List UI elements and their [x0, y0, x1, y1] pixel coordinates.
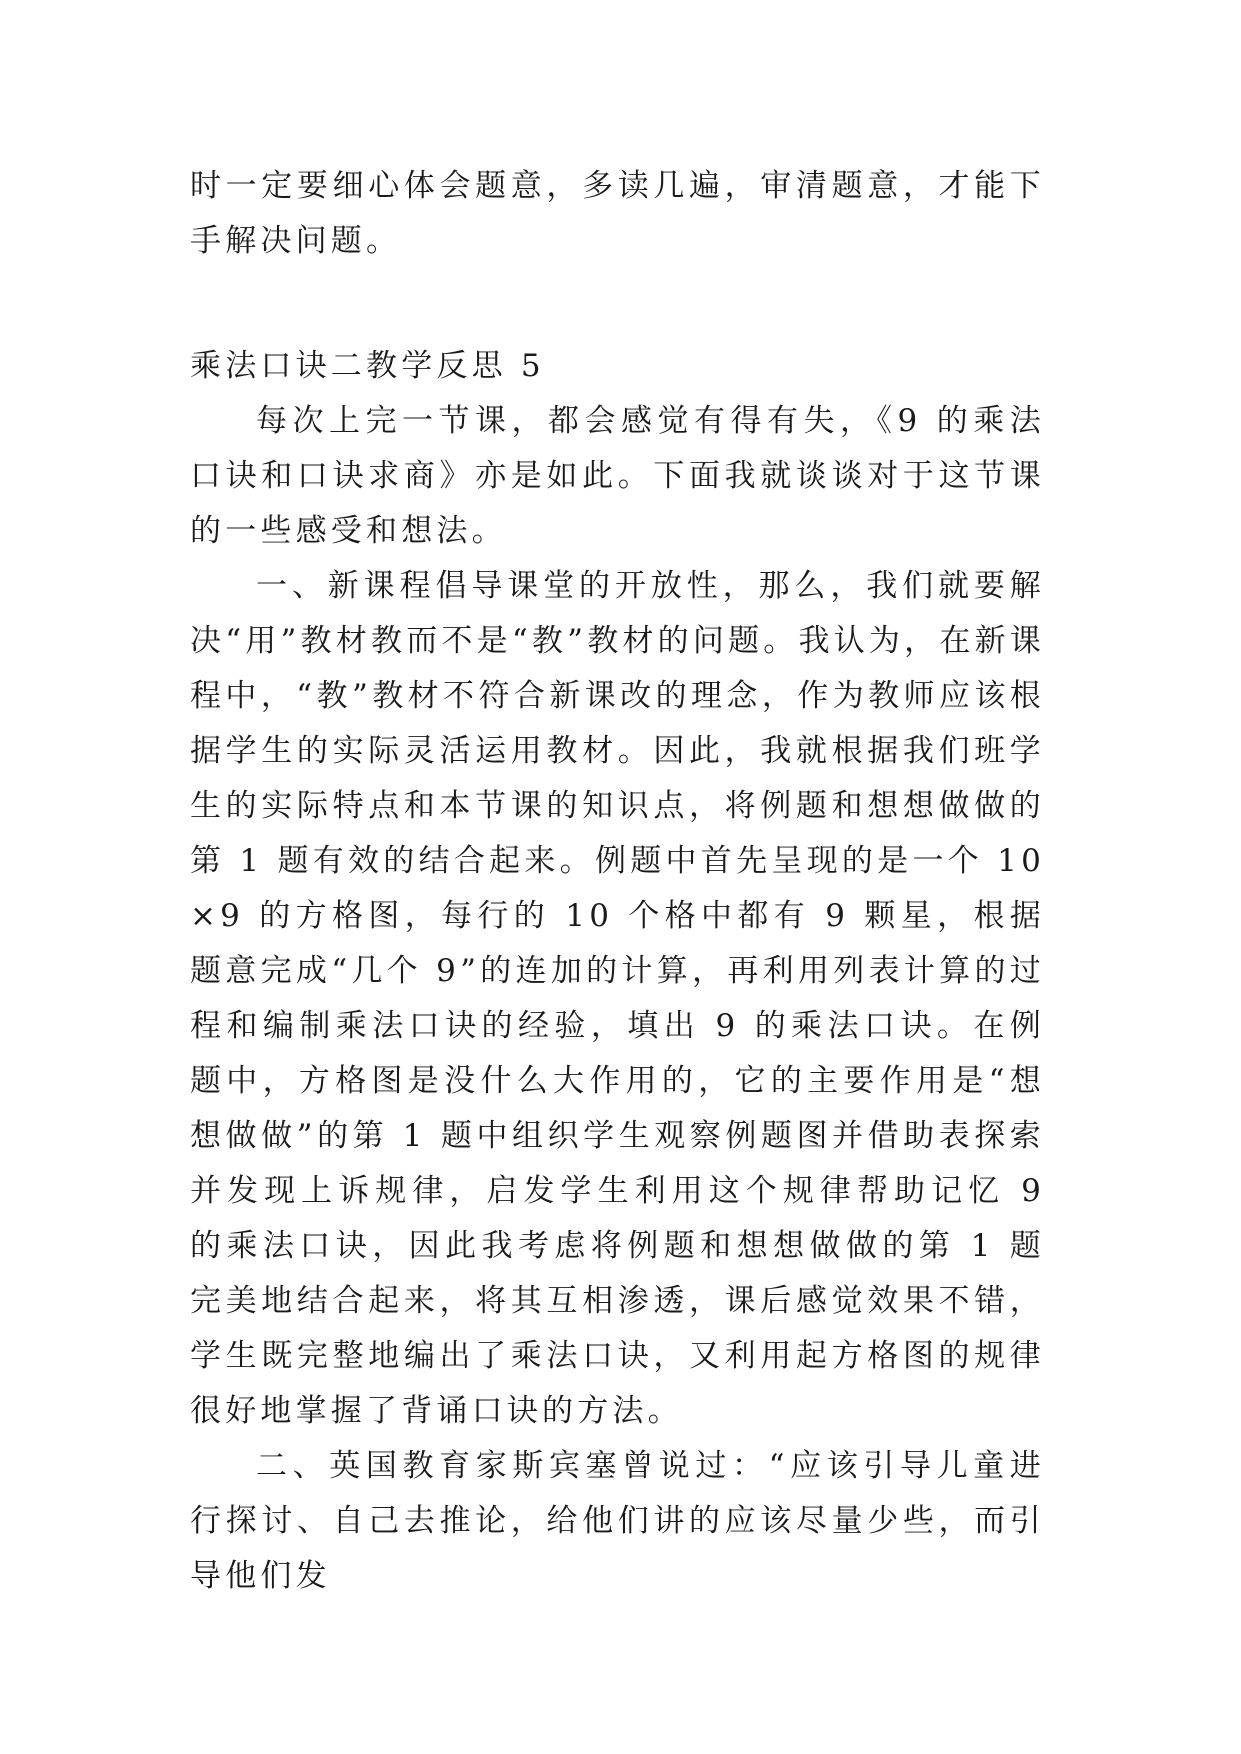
lead-paragraph: 时一定要细心体会题意，多读几遍，审清题意，才能下手解决问题。	[190, 168, 1045, 259]
paragraph-point-one: 一、新课程倡导课堂的开放性，那么，我们就要解决“用”教材教而不是“教”教材的问题。我认为，在新课程中，“教”教材不符合新课改的理念，作为教师应该根据学生的实际灵活运用教材。因此，我就根据我们班学生的实际特点和本节课的知识点，将例题和想想做做的第 1 题有效的结合起来。例题中首先呈现的是一个 10×9 的方格图，每行的 10 个格中都有 9 颗星，根据题意完成“几个 9”的连加的计算，再利用列表计算的过程和编制乘法口诀的经验，填出 9 的乘法口诀。在例题中，方格图是没什么大作用的，它的主要作用是“想想做做”的第 1 题中组织学生观察例题图并借助表探索并发现上诉规律，启发学生利用这个规律帮助记忆 9 的乘法口诀，因此我考虑将例题和想想做做的第 1 题完美地结合起来，将其互相渗透，课后感觉效果不错，学生既完整地编出了乘法口诀，又利用起方格图的规律很好地掌握了背诵口诀的方法。	[190, 568, 1045, 1429]
paragraph-intro: 每次上完一节课，都会感觉有得有失，《9 的乘法口诀和口诀求商》亦是如此。下面我就谈谈对于这节课的一些感受和想法。	[190, 403, 1045, 549]
paragraph-point-two: 二、英国教育家斯宾塞曾说过：“应该引导儿童进行探讨、自己去推论，给他们讲的应该尽量少些，而引导他们发	[190, 1448, 1045, 1594]
section-heading: 乘法口诀二教学反思 5	[190, 348, 545, 384]
